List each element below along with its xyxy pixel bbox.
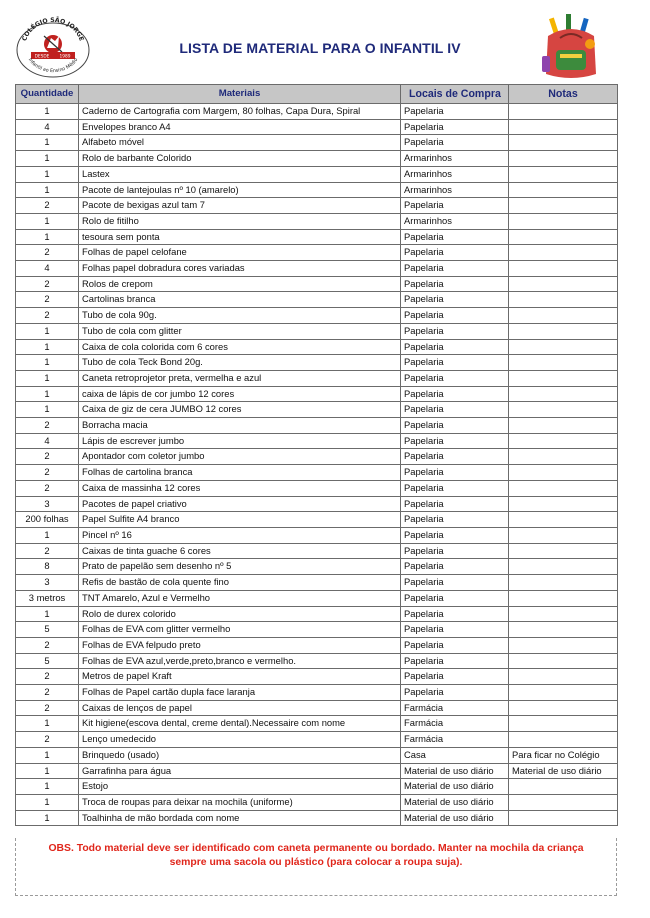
school-logo xyxy=(14,14,92,78)
purchase-place-cell: Papelaria xyxy=(401,480,509,496)
purchase-place-cell: Material de uso diário xyxy=(401,794,509,810)
purchase-place-cell: Papelaria xyxy=(401,245,509,261)
material-cell: Folhas de cartolina branca xyxy=(79,465,401,481)
table-row xyxy=(16,418,618,434)
purchase-place-cell: Papelaria xyxy=(401,496,509,512)
quantity-cell: 2 xyxy=(16,543,79,559)
material-cell: Borracha macia xyxy=(79,418,401,434)
material-cell: Tubo de cola 90g. xyxy=(79,308,401,324)
table-row xyxy=(16,512,618,528)
table-row xyxy=(16,213,618,229)
table-row xyxy=(16,323,618,339)
column-header-materiais: Materiais xyxy=(79,85,401,104)
quantity-cell: 4 xyxy=(16,119,79,135)
material-cell: Metros de papel Kraft xyxy=(79,669,401,685)
notes-cell xyxy=(509,166,618,182)
notes-cell xyxy=(509,135,618,151)
purchase-place-cell: Farmácia xyxy=(401,716,509,732)
purchase-place-cell: Papelaria xyxy=(401,355,509,371)
notes-cell xyxy=(509,480,618,496)
purchase-place-cell: Papelaria xyxy=(401,276,509,292)
purchase-place-cell: Papelaria xyxy=(401,465,509,481)
quantity-cell: 1 xyxy=(16,810,79,826)
logo-ribbon-right: 1989 xyxy=(59,54,71,60)
purchase-place-cell: Papelaria xyxy=(401,669,509,685)
material-cell: Folhas de EVA com glitter vermelho xyxy=(79,622,401,638)
material-cell: Pacote de lantejoulas nº 10 (amarelo) xyxy=(79,182,401,198)
quantity-cell: 1 xyxy=(16,339,79,355)
quantity-cell: 1 xyxy=(16,370,79,386)
material-cell: Apontador com coletor jumbo xyxy=(79,449,401,465)
table-row xyxy=(16,119,618,135)
material-cell: Lenço umedecido xyxy=(79,732,401,748)
quantity-cell: 2 xyxy=(16,276,79,292)
observation-line-2: sempre uma sacola ou plástico (para colocar a roupa suja). xyxy=(169,857,463,868)
material-cell: caixa de lápis de cor jumbo 12 cores xyxy=(79,386,401,402)
material-cell: Papel Sulfite A4 branco xyxy=(79,512,401,528)
purchase-place-cell: Papelaria xyxy=(401,575,509,591)
logo-ribbon-left: DESDE xyxy=(34,54,50,60)
material-cell: tesoura sem ponta xyxy=(79,229,401,245)
material-cell: Pincel nº 16 xyxy=(79,527,401,543)
table-row xyxy=(16,465,618,481)
purchase-place-cell: Armarinhos xyxy=(401,182,509,198)
quantity-cell: 1 xyxy=(16,213,79,229)
table-row xyxy=(16,245,618,261)
material-cell: Tubo de cola com glitter xyxy=(79,323,401,339)
table-row xyxy=(16,732,618,748)
quantity-cell: 2 xyxy=(16,245,79,261)
purchase-place-cell: Papelaria xyxy=(401,512,509,528)
material-cell: Folhas de EVA azul,verde,preto,branco e vermelho. xyxy=(79,653,401,669)
table-row xyxy=(16,794,618,810)
quantity-cell: 1 xyxy=(16,606,79,622)
notes-cell: Material de uso diário xyxy=(509,763,618,779)
notes-cell xyxy=(509,543,618,559)
purchase-place-cell: Papelaria xyxy=(401,418,509,434)
table-row xyxy=(16,182,618,198)
purchase-place-cell: Papelaria xyxy=(401,543,509,559)
notes-cell xyxy=(509,779,618,795)
purchase-place-cell: Papelaria xyxy=(401,559,509,575)
quantity-cell: 1 xyxy=(16,355,79,371)
purchase-place-cell: Papelaria xyxy=(401,261,509,277)
notes-cell xyxy=(509,669,618,685)
material-cell: Lastex xyxy=(79,166,401,182)
purchase-place-cell: Material de uso diário xyxy=(401,810,509,826)
quantity-cell: 1 xyxy=(16,402,79,418)
quantity-cell: 1 xyxy=(16,323,79,339)
quantity-cell: 2 xyxy=(16,685,79,701)
notes-cell xyxy=(509,151,618,167)
material-cell: Rolo de barbante Colorido xyxy=(79,151,401,167)
notes-cell xyxy=(509,606,618,622)
notes-cell xyxy=(509,637,618,653)
quantity-cell: 1 xyxy=(16,779,79,795)
material-cell: Folhas papel dobradura cores variadas xyxy=(79,261,401,277)
purchase-place-cell: Papelaria xyxy=(401,685,509,701)
quantity-cell: 1 xyxy=(16,794,79,810)
table-row xyxy=(16,308,618,324)
notes-cell xyxy=(509,229,618,245)
table-row xyxy=(16,292,618,308)
purchase-place-cell: Papelaria xyxy=(401,653,509,669)
material-cell: Caderno de Cartografia com Margem, 80 folhas, Capa Dura, Spiral xyxy=(79,104,401,120)
quantity-cell: 2 xyxy=(16,418,79,434)
table-row xyxy=(16,433,618,449)
material-cell: Pacotes de papel criativo xyxy=(79,496,401,512)
material-cell: Caixas de lenços de papel xyxy=(79,700,401,716)
notes-cell xyxy=(509,590,618,606)
quantity-cell: 1 xyxy=(16,747,79,763)
table-row xyxy=(16,402,618,418)
notes-cell xyxy=(509,418,618,434)
table-row xyxy=(16,763,618,779)
notes-cell xyxy=(509,104,618,120)
purchase-place-cell: Papelaria xyxy=(401,104,509,120)
material-cell: Estojo xyxy=(79,779,401,795)
table-row xyxy=(16,669,618,685)
table-row xyxy=(16,590,618,606)
material-cell: Rolos de crepom xyxy=(79,276,401,292)
table-row xyxy=(16,449,618,465)
purchase-place-cell: Armarinhos xyxy=(401,166,509,182)
notes-cell xyxy=(509,355,618,371)
notes-cell xyxy=(509,370,618,386)
table-row xyxy=(16,135,618,151)
logo-bottom-text: Infantil ao Ensino Médio xyxy=(26,57,80,75)
material-cell: Folhas de EVA felpudo preto xyxy=(79,637,401,653)
table-row xyxy=(16,747,618,763)
table-row xyxy=(16,543,618,559)
quantity-cell: 1 xyxy=(16,716,79,732)
purchase-place-cell: Papelaria xyxy=(401,119,509,135)
quantity-cell: 4 xyxy=(16,261,79,277)
quantity-cell: 2 xyxy=(16,465,79,481)
table-row xyxy=(16,386,618,402)
quantity-cell: 3 xyxy=(16,496,79,512)
notes-cell xyxy=(509,496,618,512)
table-row xyxy=(16,261,618,277)
notes-cell: Para ficar no Colégio xyxy=(509,747,618,763)
notes-cell xyxy=(509,622,618,638)
purchase-place-cell: Material de uso diário xyxy=(401,763,509,779)
quantity-cell: 5 xyxy=(16,653,79,669)
table-header-row xyxy=(16,85,618,104)
notes-cell xyxy=(509,512,618,528)
quantity-cell: 1 xyxy=(16,151,79,167)
material-cell: Caixa de massinha 12 cores xyxy=(79,480,401,496)
table-row xyxy=(16,276,618,292)
material-cell: Envelopes branco A4 xyxy=(79,119,401,135)
purchase-place-cell: Papelaria xyxy=(401,449,509,465)
column-header-notas: Notas xyxy=(509,85,618,104)
table-row xyxy=(16,370,618,386)
quantity-cell: 8 xyxy=(16,559,79,575)
purchase-place-cell: Casa xyxy=(401,747,509,763)
backpack-illustration xyxy=(538,10,604,82)
purchase-place-cell: Papelaria xyxy=(401,308,509,324)
material-cell: Kit higiene(escova dental, creme dental).Necessaire com nome xyxy=(79,716,401,732)
notes-cell xyxy=(509,119,618,135)
table-row xyxy=(16,685,618,701)
notes-cell xyxy=(509,245,618,261)
quantity-cell: 1 xyxy=(16,386,79,402)
table-row xyxy=(16,653,618,669)
quantity-cell: 2 xyxy=(16,732,79,748)
purchase-place-cell: Papelaria xyxy=(401,622,509,638)
quantity-cell: 200 folhas xyxy=(16,512,79,528)
table-row xyxy=(16,716,618,732)
table-row xyxy=(16,575,618,591)
table-row xyxy=(16,355,618,371)
quantity-cell: 1 xyxy=(16,229,79,245)
table-row xyxy=(16,637,618,653)
notes-cell xyxy=(509,653,618,669)
notes-cell xyxy=(509,810,618,826)
purchase-place-cell: Armarinhos xyxy=(401,151,509,167)
purchase-place-cell: Papelaria xyxy=(401,370,509,386)
table-row xyxy=(16,496,618,512)
material-cell: Refis de bastão de cola quente fino xyxy=(79,575,401,591)
logo-top-text: COLÉGIO SÃO JORGE xyxy=(21,16,85,43)
purchase-place-cell: Papelaria xyxy=(401,323,509,339)
quantity-cell: 2 xyxy=(16,480,79,496)
notes-cell xyxy=(509,386,618,402)
notes-cell xyxy=(509,433,618,449)
notes-cell xyxy=(509,794,618,810)
notes-cell xyxy=(509,308,618,324)
material-cell: Cartolinas branca xyxy=(79,292,401,308)
purchase-place-cell: Papelaria xyxy=(401,433,509,449)
notes-cell xyxy=(509,575,618,591)
column-header-locais: Locais de Compra xyxy=(401,85,509,104)
purchase-place-cell: Material de uso diário xyxy=(401,779,509,795)
material-cell: Garrafinha para água xyxy=(79,763,401,779)
material-cell: Pacote de bexigas azul tam 7 xyxy=(79,198,401,214)
quantity-cell: 1 xyxy=(16,104,79,120)
material-cell: Caixas de tinta guache 6 cores xyxy=(79,543,401,559)
column-header-quantidade: Quantidade xyxy=(16,85,79,104)
material-cell: Tubo de cola Teck Bond 20g. xyxy=(79,355,401,371)
quantity-cell: 5 xyxy=(16,622,79,638)
purchase-place-cell: Papelaria xyxy=(401,229,509,245)
table-row xyxy=(16,104,618,120)
quantity-cell: 4 xyxy=(16,433,79,449)
table-row xyxy=(16,606,618,622)
material-cell: Toalhinha de mão bordada com nome xyxy=(79,810,401,826)
notes-cell xyxy=(509,182,618,198)
page-title: LISTA DE MATERIAL PARA O INFANTIL IV xyxy=(179,40,461,56)
purchase-place-cell: Farmácia xyxy=(401,700,509,716)
purchase-place-cell: Papelaria xyxy=(401,590,509,606)
table-row xyxy=(16,166,618,182)
notes-cell xyxy=(509,276,618,292)
quantity-cell: 3 xyxy=(16,575,79,591)
quantity-cell: 1 xyxy=(16,166,79,182)
notes-cell xyxy=(509,465,618,481)
quantity-cell: 1 xyxy=(16,135,79,151)
quantity-cell: 2 xyxy=(16,700,79,716)
purchase-place-cell: Papelaria xyxy=(401,339,509,355)
observation-box xyxy=(15,838,617,896)
purchase-place-cell: Farmácia xyxy=(401,732,509,748)
notes-cell xyxy=(509,261,618,277)
notes-cell xyxy=(509,323,618,339)
material-cell: Caixa de cola colorida com 6 cores xyxy=(79,339,401,355)
table-row xyxy=(16,229,618,245)
purchase-place-cell: Armarinhos xyxy=(401,213,509,229)
quantity-cell: 2 xyxy=(16,449,79,465)
quantity-cell: 2 xyxy=(16,308,79,324)
page-header xyxy=(0,0,650,82)
table-row xyxy=(16,622,618,638)
material-cell: Caixa de giz de cera JUMBO 12 cores xyxy=(79,402,401,418)
observation-line-1: OBS. Todo material deve ser identificado com caneta permanente ou bordado. Manter na mochila da criança xyxy=(48,843,584,854)
purchase-place-cell: Papelaria xyxy=(401,606,509,622)
material-cell: Rolo de fitilho xyxy=(79,213,401,229)
quantity-cell: 1 xyxy=(16,182,79,198)
quantity-cell: 1 xyxy=(16,763,79,779)
notes-cell xyxy=(509,559,618,575)
notes-cell xyxy=(509,402,618,418)
material-cell: Lápis de escrever jumbo xyxy=(79,433,401,449)
purchase-place-cell: Papelaria xyxy=(401,402,509,418)
material-cell: Folhas de papel celofane xyxy=(79,245,401,261)
material-cell: Folhas de Papel cartão dupla face laranja xyxy=(79,685,401,701)
quantity-cell: 2 xyxy=(16,292,79,308)
table-row xyxy=(16,559,618,575)
table-row xyxy=(16,700,618,716)
quantity-cell: 3 metros xyxy=(16,590,79,606)
purchase-place-cell: Papelaria xyxy=(401,135,509,151)
material-cell: Rolo de durex colorido xyxy=(79,606,401,622)
knight-emblem xyxy=(44,35,62,53)
purchase-place-cell: Papelaria xyxy=(401,386,509,402)
quantity-cell: 2 xyxy=(16,637,79,653)
material-list-table xyxy=(15,84,618,826)
material-cell: Brinquedo (usado) xyxy=(79,747,401,763)
notes-cell xyxy=(509,685,618,701)
quantity-cell: 2 xyxy=(16,198,79,214)
purchase-place-cell: Papelaria xyxy=(401,637,509,653)
quantity-cell: 1 xyxy=(16,527,79,543)
table-row xyxy=(16,527,618,543)
purchase-place-cell: Papelaria xyxy=(401,292,509,308)
material-cell: Caneta retroprojetor preta, vermelha e azul xyxy=(79,370,401,386)
notes-cell xyxy=(509,213,618,229)
notes-cell xyxy=(509,292,618,308)
table-row xyxy=(16,198,618,214)
table-row xyxy=(16,779,618,795)
notes-cell xyxy=(509,449,618,465)
purchase-place-cell: Papelaria xyxy=(401,527,509,543)
material-cell: Alfabeto móvel xyxy=(79,135,401,151)
notes-cell xyxy=(509,198,618,214)
material-cell: Prato de papelão sem desenho nº 5 xyxy=(79,559,401,575)
notes-cell xyxy=(509,732,618,748)
material-cell: TNT Amarelo, Azul e Vermelho xyxy=(79,590,401,606)
notes-cell xyxy=(509,527,618,543)
notes-cell xyxy=(509,716,618,732)
table-row xyxy=(16,151,618,167)
table-row xyxy=(16,339,618,355)
purchase-place-cell: Papelaria xyxy=(401,198,509,214)
material-cell: Troca de roupas para deixar na mochila (uniforme) xyxy=(79,794,401,810)
notes-cell xyxy=(509,700,618,716)
quantity-cell: 2 xyxy=(16,669,79,685)
notes-cell xyxy=(509,339,618,355)
table-row xyxy=(16,480,618,496)
table-row xyxy=(16,810,618,826)
